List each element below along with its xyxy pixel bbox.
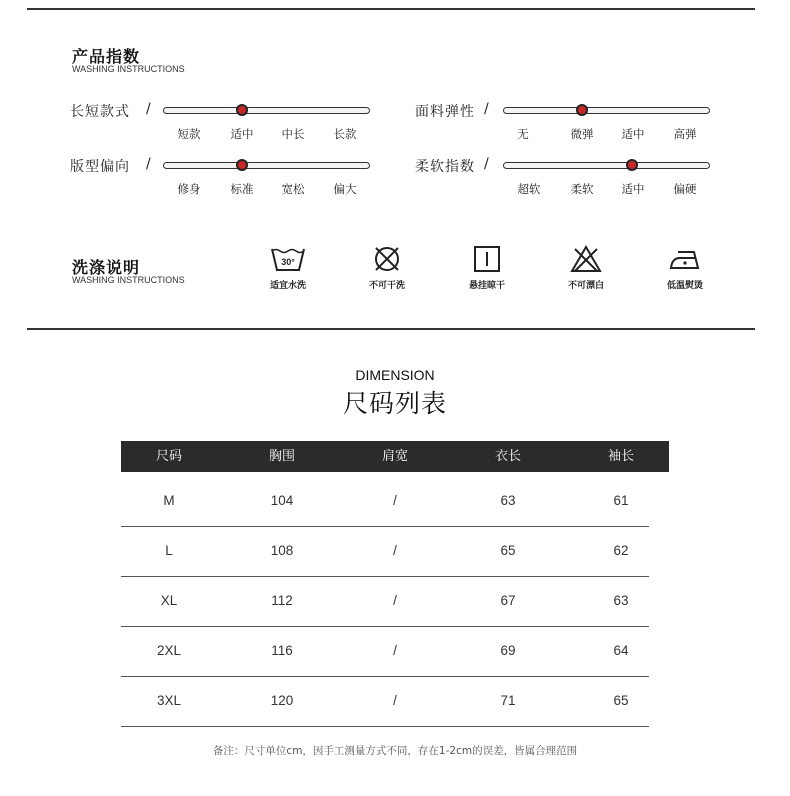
attribute-option: 适中 <box>621 182 645 196</box>
table-row <box>121 626 649 677</box>
table-row <box>121 576 649 627</box>
table-cell: 61 <box>613 493 629 508</box>
table-cell: 62 <box>613 543 629 558</box>
wash-item <box>253 245 323 291</box>
attribute-scale-marker <box>236 159 248 171</box>
table-cell: / <box>393 543 397 558</box>
wash-item-label: 适宜水洗 <box>269 281 306 291</box>
attribute-scale-track <box>163 162 370 169</box>
table-cell: L <box>165 543 173 558</box>
column-header: 尺码 <box>155 449 183 464</box>
attribute-separator: / <box>146 156 152 172</box>
attribute-option: 无 <box>517 127 529 141</box>
attribute-label: 版型偏向 <box>70 159 130 175</box>
table-cell: / <box>393 593 397 608</box>
wash-item-label: 悬挂晾干 <box>468 281 505 291</box>
table-cell: M <box>163 493 175 508</box>
table-row <box>121 476 649 527</box>
attribute-option: 柔软 <box>570 182 594 196</box>
attribute-scale-marker <box>626 159 638 171</box>
column-header: 胸围 <box>268 449 296 464</box>
attribute-option: 偏硬 <box>673 182 697 196</box>
wash-item <box>352 245 422 291</box>
wash-temperature: 30° <box>281 257 295 267</box>
product-index-subtitle: WASHING INSTRUCTIONS <box>72 64 185 74</box>
wash-item <box>551 245 621 291</box>
table-cell: / <box>393 493 397 508</box>
table-cell: 63 <box>613 593 629 608</box>
table-cell: 65 <box>500 543 516 558</box>
table-cell: / <box>393 643 397 658</box>
top-rule <box>27 8 755 10</box>
attribute-option: 适中 <box>230 127 254 141</box>
table-cell: XL <box>160 593 178 608</box>
table-cell: 108 <box>270 543 294 558</box>
attribute-option: 高弹 <box>673 127 697 141</box>
table-cell: 104 <box>270 493 294 508</box>
no-bleach-icon <box>570 245 602 273</box>
attribute-option: 微弹 <box>570 127 594 141</box>
dimension-title-cn: 尺码列表 <box>342 389 447 418</box>
attribute-option: 中长 <box>281 127 305 141</box>
washing-title: 洗涤说明 <box>72 258 141 277</box>
attribute-option: 适中 <box>621 127 645 141</box>
column-header: 衣长 <box>494 449 522 464</box>
attribute-separator: / <box>484 156 490 172</box>
table-cell: 3XL <box>156 693 182 708</box>
size-table-header <box>121 441 669 472</box>
attribute-scale-marker <box>576 104 588 116</box>
table-cell: 64 <box>613 643 629 658</box>
column-header: 袖长 <box>607 449 635 464</box>
attribute-label: 柔软指数 <box>415 159 475 175</box>
iron-icon <box>668 245 702 273</box>
table-row <box>121 676 649 727</box>
table-cell: 71 <box>500 693 516 708</box>
no-dry-clean-icon <box>372 245 402 273</box>
wash-tub-icon <box>270 245 306 273</box>
attribute-scale-track <box>503 107 710 114</box>
table-row <box>121 526 649 577</box>
attribute-separator: / <box>484 101 490 117</box>
table-cell: 120 <box>270 693 294 708</box>
attribute-option: 偏大 <box>333 182 357 196</box>
washing-subtitle: WASHING INSTRUCTIONS <box>72 275 185 285</box>
table-cell: 69 <box>500 643 516 658</box>
table-cell: 112 <box>271 593 293 608</box>
attribute-scale-track <box>163 107 370 114</box>
wash-item-label: 不可干洗 <box>368 281 405 291</box>
table-cell: 67 <box>500 593 516 608</box>
attribute-option: 短款 <box>177 127 201 141</box>
table-cell: 63 <box>500 493 516 508</box>
table-cell: 116 <box>271 643 293 658</box>
wash-item-label: 低温熨烫 <box>666 281 703 291</box>
table-cell: 2XL <box>156 643 182 658</box>
attribute-label: 长短款式 <box>70 104 130 120</box>
attribute-option: 宽松 <box>281 182 305 196</box>
hang-dry-icon <box>472 245 502 273</box>
attribute-option: 超软 <box>517 182 541 196</box>
table-cell: / <box>393 693 397 708</box>
attribute-option: 修身 <box>177 182 201 196</box>
wash-item-label: 不可漂白 <box>567 281 604 291</box>
attribute-label: 面料弹性 <box>415 104 475 120</box>
attribute-option: 标准 <box>230 182 254 196</box>
attribute-scale-marker <box>236 104 248 116</box>
wash-item <box>452 245 522 291</box>
product-index-title: 产品指数 <box>72 47 141 66</box>
attribute-separator: / <box>146 101 152 117</box>
measurement-note: 备注：尺寸单位cm，因手工测量方式不同，存在1-2cm的误差，皆属合理范围 <box>212 745 578 757</box>
column-header: 肩宽 <box>381 449 409 464</box>
table-cell: 65 <box>613 693 629 708</box>
wash-item <box>650 245 720 291</box>
attribute-option: 长款 <box>333 127 357 141</box>
section-rule <box>27 328 755 330</box>
attribute-scale-track <box>503 162 710 169</box>
dimension-title-en: DIMENSION <box>355 367 435 383</box>
